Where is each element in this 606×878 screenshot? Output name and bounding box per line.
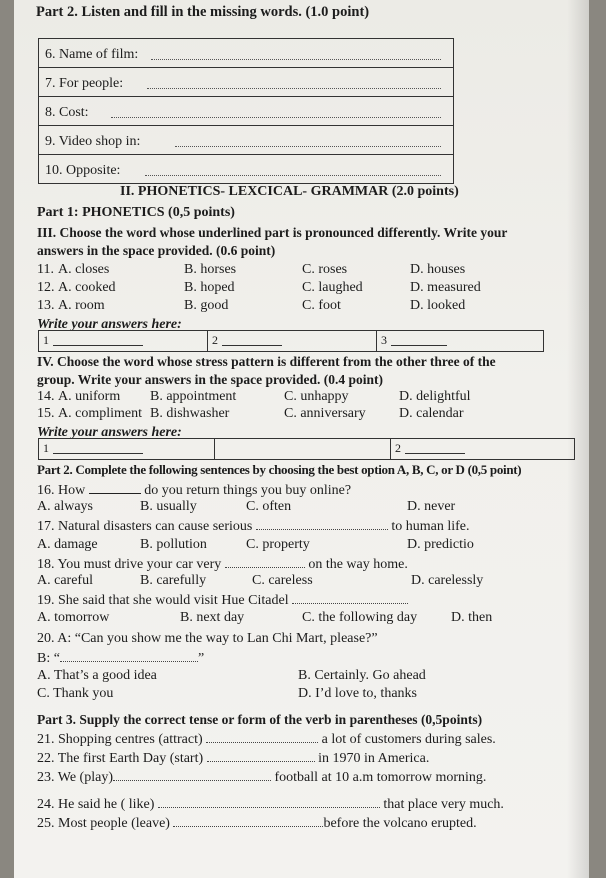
answer-cell[interactable] <box>39 439 215 459</box>
q24-start: 24. He said he ( like) <box>37 797 155 812</box>
answer-cell[interactable] <box>377 331 543 351</box>
q19-c: C. the following day <box>302 610 418 625</box>
section2-heading: II. PHONETICS- LEXCICAL- GRAMMAR (2.0 points) <box>120 184 459 199</box>
q12-a: A. cooked <box>58 280 116 295</box>
answer-blank[interactable] <box>158 796 380 808</box>
q16-b: B. usually <box>140 499 197 514</box>
q16-a: A. always <box>37 499 93 514</box>
q25 <box>37 815 477 832</box>
q15-num: 15. <box>37 406 55 421</box>
answer-cell-number: 3 <box>381 333 387 347</box>
q16-stem-start: 16. How <box>37 483 86 498</box>
q11-d: D. houses <box>410 262 466 277</box>
q4-instruction-line1: IV. Choose the word whose stress pattern is different from the other three of the <box>37 354 496 369</box>
q14-c: C. unhappy <box>284 389 349 404</box>
answer-cell[interactable] <box>208 331 377 351</box>
answer-blank[interactable] <box>151 59 441 60</box>
q17-stem-start: 17. Natural disasters can cause serious <box>37 519 253 534</box>
q3-instruction-line1: III. Choose the word whose underlined part is pronounced differently. Write your <box>37 225 508 240</box>
answer-cell-number: 2 <box>212 333 218 347</box>
answer-blank[interactable] <box>89 482 141 494</box>
part3-heading: Part 3. Supply the correct tense or form of the verb in parentheses (0,5points) <box>37 712 483 727</box>
q14-num: 14. <box>37 389 55 404</box>
q16-stem-end: do you return things you buy online? <box>144 483 352 498</box>
q3-write-label: Write your answers here: <box>37 317 182 332</box>
q19-a: A. tomorrow <box>37 610 110 625</box>
q18-stem-end: on the way home. <box>308 557 408 572</box>
q11-num: 11. <box>37 262 54 277</box>
q23-start: 23. We (play) <box>37 770 113 785</box>
answer-blank[interactable] <box>256 518 388 530</box>
q17-stem <box>37 518 470 535</box>
q20-b-open: B: “ <box>37 651 60 666</box>
q13-d: D. looked <box>410 298 466 313</box>
answer-line <box>53 345 143 346</box>
q20-a: A. That’s a good idea <box>37 668 157 683</box>
complete-heading: Part 2. Complete the following sentences by choosing the best option A, B, C, or D (0,5 point) <box>37 462 522 477</box>
answer-line <box>222 345 282 346</box>
listen-label: 8. Cost: <box>45 105 89 120</box>
q22-end: in 1970 in America. <box>318 751 430 766</box>
q18-stem <box>37 556 408 573</box>
q15-d: D. calendar <box>399 406 464 421</box>
answer-cell-number: 1 <box>43 333 49 347</box>
q23-end: football at 10 a.m tomorrow morning. <box>274 770 487 785</box>
answer-blank[interactable] <box>113 769 271 781</box>
answer-blank[interactable] <box>207 750 315 762</box>
answer-cell[interactable] <box>39 331 208 351</box>
q20-b-line <box>37 650 204 667</box>
listen-row <box>39 96 453 125</box>
listen-heading: Part 2. Listen and fill in the missing words. (1.0 point) <box>36 4 370 20</box>
q15-c: C. anniversary <box>284 406 366 421</box>
q14-b: B. appointment <box>150 389 237 404</box>
q4-answer-row <box>38 438 575 460</box>
answer-blank[interactable] <box>292 592 408 604</box>
q18-c: C. careless <box>252 573 313 588</box>
q17-a: A. damage <box>37 537 98 552</box>
q13-b: B. good <box>184 298 229 313</box>
q20-b-close: ” <box>197 651 205 666</box>
q18-stem-start: 18. You must drive your car very <box>37 557 222 572</box>
listen-label: 10. Opposite: <box>45 163 121 178</box>
q22-start: 22. The first Earth Day (start) <box>37 751 204 766</box>
q16-stem <box>37 482 351 499</box>
q12-num: 12. <box>37 280 55 295</box>
q19-d: D. then <box>451 610 493 625</box>
q25-end: before the volcano erupted. <box>323 816 477 831</box>
q21-end: a lot of customers during sales. <box>321 732 496 747</box>
q21-start: 21. Shopping centres (attract) <box>37 732 203 747</box>
q21 <box>37 731 496 748</box>
answer-cell[interactable] <box>215 439 391 459</box>
q12-b: B. hoped <box>184 280 235 295</box>
answer-line <box>53 453 143 454</box>
q22 <box>37 750 429 767</box>
listen-label: 7. For people: <box>45 76 124 91</box>
q14-d: D. delightful <box>399 389 471 404</box>
answer-blank[interactable] <box>206 731 318 743</box>
q17-stem-end: to human life. <box>391 519 470 534</box>
q18-b: B. carefully <box>140 573 207 588</box>
q13-num: 13. <box>37 298 55 313</box>
q19-stem-start: 19. She said that she would visit Hue Citadel <box>37 593 289 608</box>
q16-c: C. often <box>246 499 292 514</box>
q17-b: B. pollution <box>140 537 207 552</box>
answer-blank[interactable] <box>147 88 441 89</box>
q12-c: C. laughed <box>302 280 363 295</box>
q14-a: A. uniform <box>58 389 121 404</box>
answer-blank[interactable] <box>225 556 305 568</box>
listen-label: 6. Name of film: <box>45 47 139 62</box>
listen-row <box>39 125 453 154</box>
q20-stem: 20. A: “Can you show me the way to Lan Chi Mart, please?” <box>37 631 378 646</box>
answer-blank[interactable] <box>60 650 198 662</box>
q19-b: B. next day <box>180 610 245 625</box>
q24 <box>37 796 504 813</box>
q3-answer-row <box>38 330 544 352</box>
q11-c: C. roses <box>302 262 348 277</box>
listen-row <box>39 67 453 96</box>
q11-a: A. closes <box>58 262 110 277</box>
listening-box <box>38 38 454 184</box>
answer-blank[interactable] <box>111 117 441 118</box>
answer-cell-number: 2 <box>395 441 401 455</box>
listen-row <box>39 154 453 183</box>
q16-d: D. never <box>407 499 456 514</box>
answer-blank[interactable] <box>173 815 323 827</box>
q17-d: D. predictio <box>407 537 474 552</box>
q12-d: D. measured <box>410 280 481 295</box>
q13-a: A. room <box>58 298 105 313</box>
q15-b: B. dishwasher <box>150 406 230 421</box>
answer-line <box>405 453 465 454</box>
answer-line <box>391 345 447 346</box>
q20-c: C. Thank you <box>37 686 114 701</box>
q18-d: D. carelessly <box>411 573 484 588</box>
q25-start: 25. Most people (leave) <box>37 816 170 831</box>
listen-row <box>39 38 453 67</box>
q19-stem <box>37 592 408 609</box>
q20-b: B. Certainly. Go ahead <box>298 668 426 683</box>
q4-write-label: Write your answers here: <box>37 425 182 440</box>
q18-a: A. careful <box>37 573 93 588</box>
answer-blank[interactable] <box>145 175 441 176</box>
q4-instruction-line2: group. Write your answers in the space provided. (0.4 point) <box>37 372 384 387</box>
q23 <box>37 769 486 786</box>
q17-c: C. property <box>246 537 310 552</box>
answer-blank[interactable] <box>175 146 441 147</box>
q24-end: that place very much. <box>383 797 504 812</box>
q13-c: C. foot <box>302 298 341 313</box>
listen-label: 9. Video shop in: <box>45 134 141 149</box>
worksheet-page <box>14 0 589 878</box>
q3-instruction-line2: answers in the space provided. (0.6 point) <box>37 243 276 258</box>
q11-b: B. horses <box>184 262 237 277</box>
q20-d: D. I’d love to, thanks <box>298 686 417 701</box>
answer-cell[interactable] <box>391 439 574 459</box>
answer-cell-number: 1 <box>43 441 49 455</box>
part1-heading: Part 1: PHONETICS (0,5 points) <box>37 205 235 220</box>
q15-a: A. compliment <box>58 406 142 421</box>
